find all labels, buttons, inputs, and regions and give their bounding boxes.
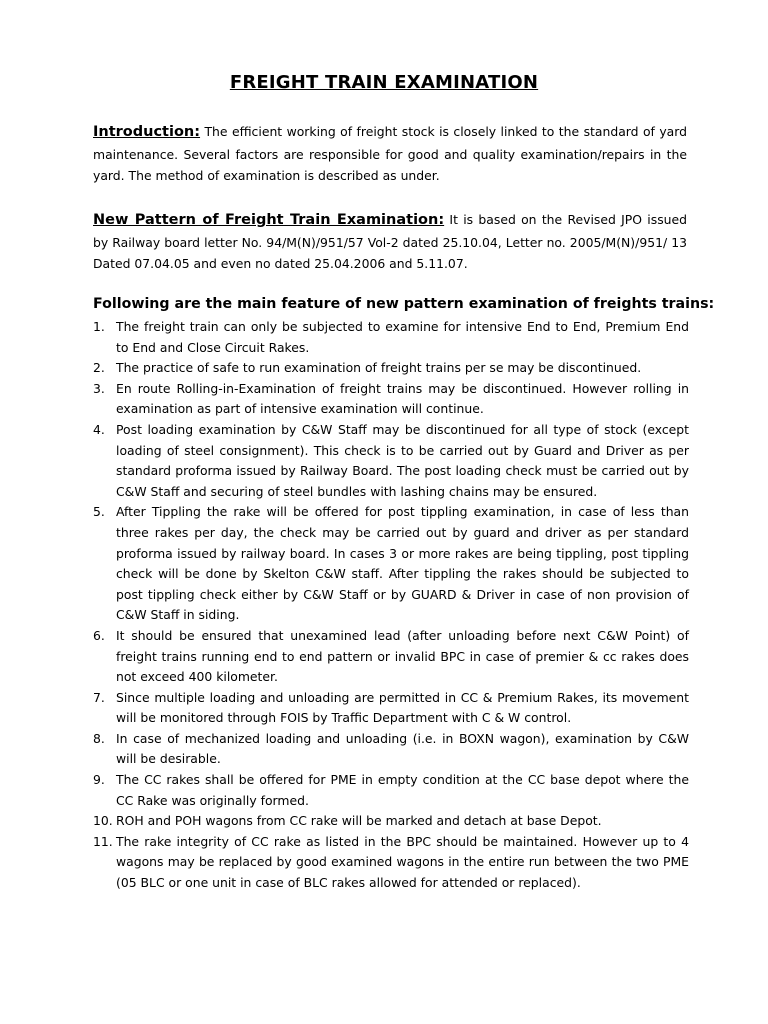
list-item-number: 1.: [93, 319, 105, 334]
list-item-number: 10.: [93, 813, 113, 829]
list-item-text: It should be ensured that unexamined lead (after unloading before next C&W Point) of freight trains running end to end pattern or invalid BPC in case of premier & cc rakes does not exceed 400 kilometer.: [116, 627, 689, 685]
list-item-number: 7.: [93, 689, 105, 705]
list-item-text: After Tippling the rake will be offered for post tippling examination, in case of less than three rakes per day, the check may be carried out by guard and driver as per standard proforma issued by railway board. In cases 3 or more rakes are being tippling, post tippling check will be done by Skelton C&W staff. After tippling the rakes should be subjected to post tippling check either by C&W Staff or by GUARD & Driver in case of non provision of C&W Staff in siding.: [116, 504, 689, 623]
list-item-text: The practice of safe to run examination of freight trains per se may be discontinued.: [116, 360, 642, 376]
list-item-number: 4.: [93, 421, 105, 437]
list-item-text: Post loading examination by C&W Staff may be discontinued for all type of stock (except loading of steel consignment). This check is to be carried out by Guard and Driver as per standard proforma issued by Railway Board. The post loading check must be carried out by C&W Staff and securing of steel bundles with lashing chains may be ensured.: [116, 421, 689, 499]
list-item-number: 9.: [93, 772, 105, 788]
list-item: [93, 770, 689, 811]
introduction-heading: Introduction:: [93, 124, 201, 140]
list-item-number: 5.: [93, 504, 105, 520]
list-item: [93, 317, 689, 358]
new-pattern-heading: New Pattern of Freight Train Examination:: [93, 212, 445, 228]
list-item-text: The rake integrity of CC rake as listed in the BPC should be maintained. However up to 4 wagons may be replaced by good examined wagons in the entire run between the two PME (05 BLC or one unit in case of BLC rakes allowed for attended or replaced).: [116, 833, 689, 891]
list-item: [93, 729, 689, 770]
list-item: [93, 626, 689, 688]
list-item: [93, 688, 689, 729]
list-item: [93, 502, 689, 626]
list-item-text: Since multiple loading and unloading are permitted in CC & Premium Rakes, its movement will be monitored through FOIS by Traffic Department with C & W control.: [116, 689, 689, 726]
list-item-number: 8.: [93, 730, 105, 746]
list-item-text: En route Rolling-in-Examination of freight trains may be discontinued. However rolling in examination as part of intensive examination will continue.: [116, 380, 689, 417]
features-heading: Following are the main feature of new pattern examination of freights trains:: [93, 296, 715, 312]
introduction-paragraph: [93, 121, 687, 187]
list-item: [93, 379, 689, 420]
new-pattern-paragraph: [93, 209, 687, 275]
list-item: [93, 832, 689, 894]
new-pattern-text: It is based on the Revised JPO issued by Railway board letter No. 94/M(N)/951/57 Vol-2 dated 25.10.04, Letter no. 2005/M(N)/951/ 13 Dated 07.04.05 and even no dated 25.04.2006 and 5.11.07.: [93, 212, 687, 271]
list-item-number: 11.: [93, 833, 113, 849]
list-item-number: 3.: [93, 380, 105, 396]
features-list: [93, 317, 689, 894]
list-item: [93, 811, 689, 832]
list-item-number: 2.: [93, 360, 105, 376]
list-item-text: ROH and POH wagons from CC rake will be marked and detach at base Depot.: [116, 813, 602, 829]
list-item-number: 6.: [93, 627, 105, 643]
list-item: [93, 358, 689, 379]
list-item-text: In case of mechanized loading and unloading (i.e. in BOXN wagon), examination by C&W will be desirable.: [116, 730, 689, 767]
document-title: FREIGHT TRAIN EXAMINATION: [229, 72, 539, 93]
list-item-text: The freight train can only be subjected to examine for intensive End to End, Premium End to End and Close Circuit Rakes.: [116, 319, 689, 355]
introduction-text: The efficient working of freight stock is closely linked to the standard of yard maintenance. Several factors are responsible for good and quality examination/repairs in the yard. The method of examination is described as under.: [93, 124, 687, 183]
list-item-text: The CC rakes shall be offered for PME in empty condition at the CC base depot where the CC Rake was originally formed.: [116, 772, 689, 808]
list-item: [93, 420, 689, 502]
